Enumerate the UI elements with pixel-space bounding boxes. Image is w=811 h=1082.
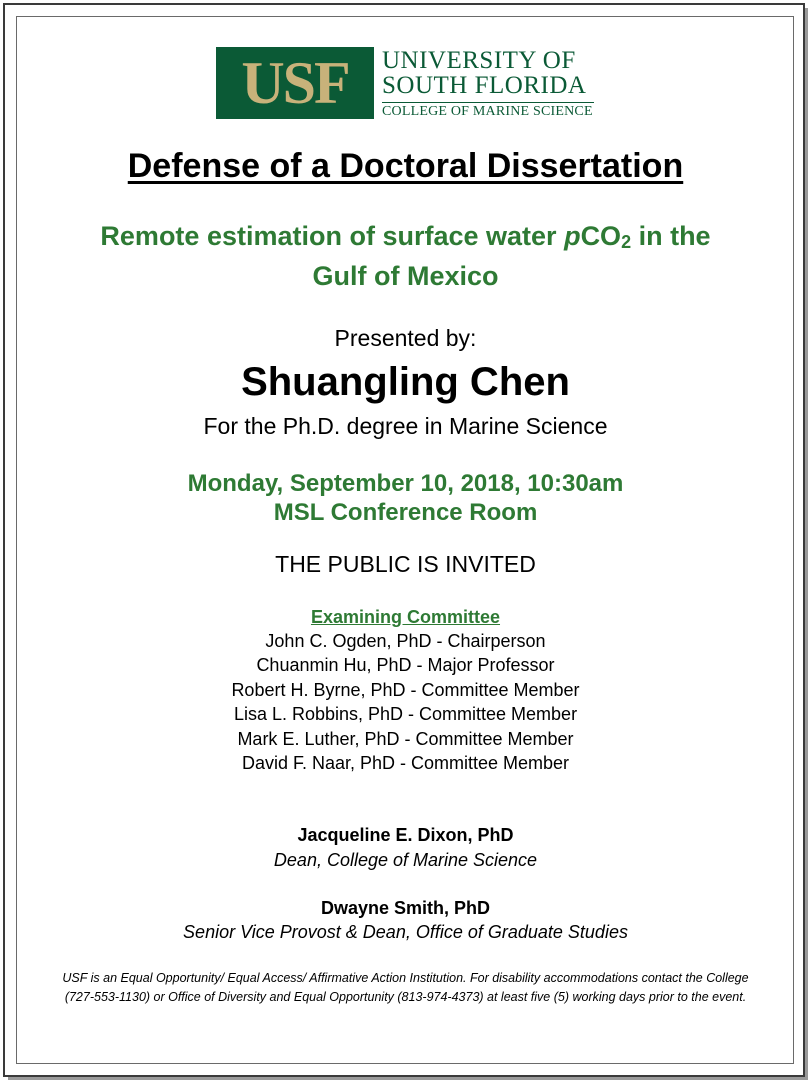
committee-member: Chuanmin Hu, PhD - Major Professor bbox=[256, 655, 555, 675]
usf-logo bbox=[216, 47, 594, 119]
logo-university-of: UNIVERSITY OF bbox=[382, 47, 576, 74]
dean-name: Jacqueline E. Dixon, PhD bbox=[297, 825, 514, 845]
provost-title: Senior Vice Provost & Dean, Office of Graduate Studies bbox=[183, 922, 628, 942]
committee-member: Mark E. Luther, PhD - Committee Member bbox=[237, 729, 574, 749]
dissertation-title-p: p bbox=[564, 221, 581, 251]
committee-member: David F. Naar, PhD - Committee Member bbox=[241, 753, 570, 773]
committee-member: John C. Ogden, PhD - Chairperson bbox=[265, 631, 546, 651]
provost-name: Dwayne Smith, PhD bbox=[320, 898, 491, 918]
committee-member: Robert H. Byrne, PhD - Committee Member bbox=[231, 680, 580, 700]
dissertation-title-line2: Gulf of Mexico bbox=[312, 261, 499, 291]
dissertation-title-co: CO bbox=[580, 221, 622, 251]
defense-datetime: Monday, September 10, 2018, 10:30am bbox=[187, 470, 624, 497]
logo-divider bbox=[382, 102, 594, 103]
dean-title: Dean, College of Marine Science bbox=[273, 850, 538, 870]
logo-south-florida: SOUTH FLORIDA bbox=[382, 72, 587, 99]
dissertation-title-text-end: in the bbox=[631, 221, 711, 251]
presenter-name: Shuangling Chen bbox=[241, 360, 570, 404]
dissertation-title-text: Remote estimation of surface water bbox=[100, 221, 565, 251]
page-title: Defense of a Doctoral Dissertation bbox=[127, 147, 684, 185]
degree-text: For the Ph.D. degree in Marine Science bbox=[203, 413, 608, 439]
footer-line-1: USF is an Equal Opportunity/ Equal Access/ Affirmative Action Institution. For disability accommodations contact the College bbox=[62, 971, 749, 985]
presented-by-label: Presented by: bbox=[334, 325, 477, 351]
public-notice: THE PUBLIC IS INVITED bbox=[275, 551, 536, 577]
committee-member: Lisa L. Robbins, PhD - Committee Member bbox=[233, 704, 578, 724]
dissertation-title-line1 bbox=[0, 221, 811, 252]
logo-college-name: COLLEGE OF MARINE SCIENCE bbox=[382, 104, 593, 119]
defense-location: MSL Conference Room bbox=[273, 499, 538, 526]
usf-logo-mark bbox=[216, 47, 374, 119]
committee-heading: Examining Committee bbox=[310, 607, 501, 627]
usf-logo-mark-text: USF bbox=[241, 50, 349, 116]
dissertation-title-subscript: 2 bbox=[621, 232, 632, 252]
footer-line-2: (727-553-1130) or Office of Diversity and Equal Opportunity (813-974-4373) at least five (5) working days prior to the event. bbox=[64, 990, 747, 1004]
